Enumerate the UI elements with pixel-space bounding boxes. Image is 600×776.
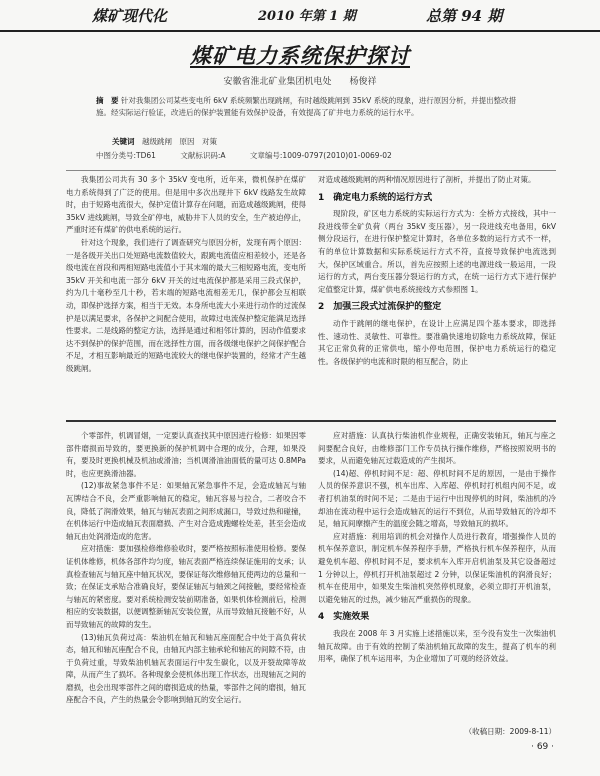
paragraph: 动作于跳闸的继电保护，在设计上应满足四个基本要求，即选择性、速动性、灵敏性、可靠性。要准确快速地切除电力系统故障，保证其它正常负荷的正常供电，缩小停电范围，保护电力系统运行的稳定性。各级保护的电流和时限的相互配合，防止	[318, 318, 556, 366]
article-number: 文章编号:1009-0797(2010)01-0069-02	[249, 151, 392, 160]
paragraph: (14)超、停机时间不足：超、停机时间不足的原因，一是由于操作人员的保养意识不强，机车出库、入库超、停机时打机组内间不足，或者打机油泵的时间不足；二是由于运行中出现停机的时间，柴油机的冷却油在流动程中运行会造成轴瓦的运行不到位，从而导致轴瓦的冷却不足，轴瓦间摩擦产生的温度会随之增高，导致轴瓦的损坏。	[318, 468, 556, 529]
paragraph: (13)轴瓦负荷过高：柴油机在轴瓦和轴瓦座面配合中处于高负荷状态，轴瓦和轴瓦座配合不良，由轴瓦内部主轴承轮和轴瓦的间隙不符，由于负荷过重，导致柴油机轴瓦表面运行中发生碳化，以及开裂故障等故障，从而产生了损坏。各种现象会使机体出现工作状态，出现轴瓦之间的磨损，也会出现零部件之间的磨损造成的热量，零部件之间的磨损，轴瓦座配合不良，产生的热量会令影响到轴瓦的安全运行。	[66, 632, 306, 705]
paragraph: 我段在 2008 年 3 月实施上述措施以来，至今没有发生一次柴油机轴瓦故障。由于有效的控制了柴油机轴瓦故障的发生，提高了机车的利用率，确保了机车运用率，为企业增加了可观的经济效益。	[318, 628, 556, 664]
class-number: 中图分类号:TD61	[96, 151, 156, 160]
keywords-label: 关键词	[112, 137, 135, 146]
abstract-label: 摘 要	[96, 96, 119, 105]
divider	[66, 170, 556, 171]
abstract	[96, 95, 528, 119]
total-issue-label: 总第 94 期	[426, 7, 503, 25]
paragraph: 我集团公司共有 30 多个 35kV 变电所，近年来，微机保护在煤矿电力系统得到了广泛的使用。但是用中多次出现井下 6kV 线路发生故障时，由于短路电流很大，保护定值计算存在问题，而造成越级跳闸，使得 35kV 进线跳闸，导致全矿停电，威胁井下人员的安全，生产被迫停止，严重时还有煤矿的供电系统的运行。	[66, 175, 306, 235]
paragraph: 应对措施：利用培训的机会对操作人员进行教育，增强操作人员的机车保养意识，制定机车保养程序手册，严格执行机车保养程序，从而避免机车超、停机时间不足，要求机车入库开启机油泵及其它设备超过 1 分钟以上，停机打开机油泵超过 2 分钟，以保证柴油机的润滑良好；机车在使用中，如果发生柴油机突然停机现象，必须立即打开机油泵，以避免轴瓦的过热，减少轴瓦严重损伤的现象。	[318, 531, 556, 604]
page-number: · 69 ·	[531, 742, 554, 752]
keywords	[112, 136, 217, 147]
journal-name: 煤矿现代化	[92, 7, 168, 25]
paragraph: 应对措施：认真执行柴油机作业规程，正确安装轴瓦，轴瓦与座之间要配合良好，由维修部门工作专员执行操作维修，严格按照说明书的要求，从而避免轴瓦过载造成的产生损坏。	[318, 431, 556, 466]
classification-line	[96, 150, 536, 161]
article-title: 煤矿电力系统保护探讨	[190, 43, 410, 68]
document-code: 文献标识码:A	[180, 151, 226, 160]
paragraph: 现阶段，矿区电力系统的实际运行方式为：全桥方式接线，其中一段进线带全矿负荷（两台 35kV 变压器），另一段进线充电备用，6kV 侧分段运行，在进行保护整定计算时，各单位多数的运行方式不一样，有的单位计算数据和实际系统运行方式不符，直接导致保护电流选到大，保护区域重合。所以，首先应按照上述的电源进线一般运用，一段运行的方式，两台变压器分裂运行的方式，在统一运行方式下进行保护定值整定计算，煤矿供电系统接线方式参照图 1。	[318, 209, 556, 294]
column-4	[318, 430, 556, 666]
paragraph: 应对措施：要加强检修维修验收时，要严格按照标准使用检修。要保证机体维修，机体各部件均匀度，轴瓦表面严格连续保证施用的支承；认真检查轴瓦与轴瓦座中轴瓦状况，要保证每次维修轴瓦使两边的总量和一致；在保证支承贴合准确良好，要保证轴瓦与轴颈之间接触，要经常检查与轴瓦的紧密度。要对系统检测安装前期准备，如果机体检测前后，检测相应的安装数据，以便调整新轴瓦安装位置，从而导致轴瓦接触不好，从而导致轴瓦的故障的发生。	[66, 544, 306, 629]
section-heading: 1 确定电力系统的运行方式	[318, 192, 433, 203]
abstract-text: 针对我集团公司某些变电所 6kV 系统频繁出现跳闸，有时越级跳闸到 35kV 系统的现象，进行原因分析，并提出整改措施。经实际运行验证，改进后的保护装置能有效保护设备，有效提高了矿井电力系统的运行水平。	[96, 96, 517, 117]
paragraph: 对造成越级跳闸的两种情况原因进行了剖析，并提出了防止对策。	[318, 175, 536, 184]
issue-label: 2010 年第 1 期	[258, 9, 356, 24]
received-date: （收稿日期：2009-8-11）	[464, 727, 556, 736]
paragraph: 针对这个现象，我们进行了调查研究与原因分析，发现有两个原因：一是各级开关出口处短路电流数值较大，跟跳电流值应相差较小，还是各级电流在首段和两相短路电流值小于其末端的最大三相短路电流，变电所 35kV 开关和电流一部分 6kV 开关的过电流保护都是采用三段式保护，约为几十毫秒至几十秒，若末端的短路电流相差无几，保护都会互相联动，即保护选择方案，相当于无效。本身所电流大小来进行动作的过流保护是以满足要求，各保护之间配合使用，故障过电流保护整定能满足选择性要求。二是线路的整定方法，选择是通过和相邻计算的，因动作值要求达不到保护的保护范围，而在选择性方面，而各级继电保护之间保护配合不足，才相互影响最近的短路电流较大的继电保护装置的，经常才产生越级跳闸。	[66, 237, 306, 373]
running-header	[0, 0, 600, 32]
section-heading: 4 实施效果	[318, 612, 370, 623]
column-2	[318, 174, 556, 368]
author-line: 安徽省淮北矿业集团机电处 杨俊祥	[223, 77, 377, 87]
column-1	[66, 174, 306, 376]
paragraph: (12)事故紧急事件不足：如果轴瓦紧急事件不足，会造成轴瓦与轴瓦牌结合不良，会严重影响轴瓦的稳定，轴瓦容易与拉合，二者咬合不良，降低了润滑效果，轴瓦与轴瓦表面之间形成漏口，导致过热和碰撞，在机体运行中造成轴瓦表面磨损、产生对合造成跑螺栓处差，甚至会造成轴瓦由处润滑造成的危害。	[66, 481, 306, 541]
article-divider	[66, 420, 556, 422]
paragraph: 个零部件，机调冒烟，一定要认真查找其中原因进行检修：如果因零部件磨损而导致的，要更换新的保护机调中合理的成分，合理，如果没有，要及时更换机械及机油或滑油；当机调滑油油面低的量可达 0.8MPa 时，也应更换滑油器。	[66, 431, 306, 478]
column-3	[66, 430, 306, 707]
section-heading: 2 加强三段式过流保护的整定	[318, 302, 442, 313]
keywords-text: 越级跳闸 原因 对策	[142, 137, 217, 146]
